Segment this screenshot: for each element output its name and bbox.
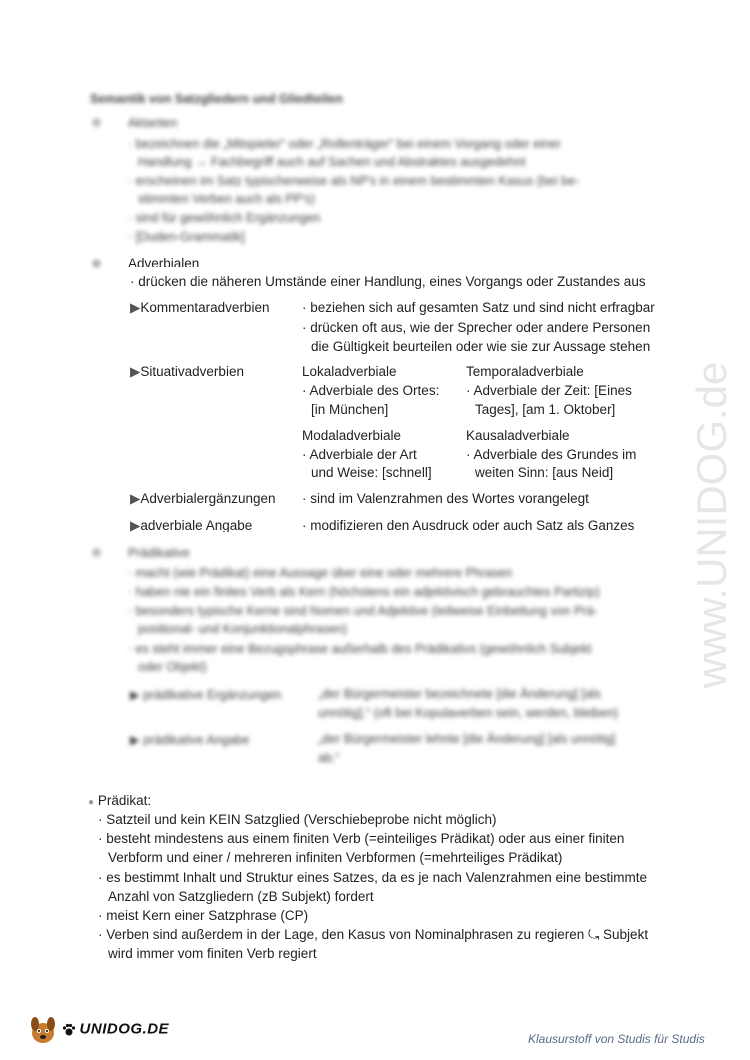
page-heading: Semantik von Satzgliedern und Gliedteilen (90, 92, 343, 106)
aktanten-line: stimmten Verben auch als PP's) (138, 192, 315, 206)
praedikative-bullet (92, 548, 101, 557)
kommentaradverbien-label: ▶Kommentaradverbien (130, 300, 270, 315)
logo-text: UNIDOG.DE (79, 1020, 170, 1038)
aktanten-line: · [Duden-Grammatik] (128, 230, 245, 244)
praedikative-ergaenzungen-example: unnötig].“ (oft bei Kopulaverben sein, werden, bleiben) (318, 706, 619, 720)
praedikat-line: Anzahl von Satzgliedern (zB Subjekt) fordert (108, 889, 374, 904)
lokal-line: [in München] (311, 402, 389, 417)
aktanten-bullet (92, 118, 101, 127)
dog-mascot-icon (26, 1013, 60, 1047)
aktanten-line: · erscheinen im Satz typischerweise als NP's in einem bestimmten Kasus (bei be- (128, 174, 580, 188)
lokal-line: · Adverbiale des Ortes: (302, 383, 440, 398)
kommentar-line: die Gültigkeit beurteilen oder wie sie zur Aussage stehen (311, 339, 651, 354)
aktanten-line: Handlung → Fachbegriff auch auf Sachen und Abstraktes ausgedehnt (138, 155, 526, 169)
kausal-line: · Adverbiale des Grundes im (466, 447, 637, 462)
triangle-bullet-icon: ▶ (130, 300, 141, 315)
temporal-line: · Adverbiale der Zeit: [Eines (466, 383, 632, 398)
praedikative-angabe-example: „der Bürgermeister lehnte [die Änderung] [als unnötig] (318, 732, 616, 746)
kommentar-line: · beziehen sich auf gesamten Satz und sind nicht erfragbar (302, 300, 655, 315)
aktanten-line: · bezeichnen die „Mitspieler“ oder „Rollenträger“ bei einem Vorgang oder einer (128, 137, 561, 151)
triangle-bullet-icon: ▶ (130, 518, 141, 532)
praedikative-line: positional- und Konjunktionalphrasen) (138, 622, 348, 636)
watermark (660, 290, 750, 760)
adverbiale-angabe-label: ▶adverbiale Angabe (130, 518, 253, 532)
adverbialen-title: Adverbialen (128, 256, 200, 267)
praedikative-line: · es steht immer eine Bezugsphrase außerhalb des Prädikativs (gewöhnlich Subjekt (128, 642, 592, 656)
temporal-title: Temporaladverbiale (466, 364, 584, 379)
kausal-title: Kausaladverbiale (466, 428, 570, 443)
praedikative-line: · haben nie ein finites Verb als Kern (höchstens ein adjektivisch gebrauchtes Partizip) (128, 585, 600, 599)
praedikative-ergaenzungen-example: „der Bürgermeister bezeichnete [die Änderung] [als (318, 687, 601, 701)
modal-line: und Weise: [schnell] (311, 465, 432, 480)
angabe-text: · modifizieren den Ausdruck oder auch Satz als Ganzes (302, 518, 635, 532)
adverbialergaenzungen-label: ▶Adverbialergänzungen (130, 491, 276, 506)
situativadverbien-label: ▶Situativadverbien (130, 364, 244, 379)
kommentar-line: · drücken oft aus, wie der Sprecher oder andere Personen (302, 320, 651, 335)
modal-line: · Adverbiale der Art (302, 447, 417, 462)
aktanten-title: Aktanten (128, 116, 178, 130)
praedikative-line: oder Objekt) (138, 660, 207, 674)
footer-tagline: Klausurstoff von Studis für Studis (528, 1032, 705, 1046)
kausal-line: weiten Sinn: [aus Neid] (475, 465, 614, 480)
praedikative-angabe-example: ab.“ (318, 751, 340, 765)
praedikative-title: Prädikative (128, 546, 190, 560)
triangle-bullet-icon: ▶ (130, 491, 141, 506)
bullet-icon: ● (88, 797, 95, 808)
lokal-title: Lokaladverbiale (302, 364, 397, 379)
triangle-bullet-icon: ▶ (130, 364, 141, 379)
praedikative-line: · macht (wie Prädikat) eine Aussage über eine oder mehrere Phrasen (128, 566, 513, 580)
praedikat-line: · meist Kern einer Satzphrase (CP) (98, 908, 309, 923)
praedikat-line: wird immer vom finiten Verb regiert (108, 946, 317, 961)
praedikat-title: ● Prädikat: (88, 793, 152, 808)
praedikat-line: Verbform und einer / mehreren infiniten Verbformen (=mehrteiliges Prädikat) (108, 850, 563, 865)
praedikative-ergaenzungen-label: ▶ prädikative Ergänzungen (130, 688, 282, 702)
aktanten-line: · sind für gewöhnlich Ergänzungen (128, 211, 321, 225)
praedikat-line: · Satzteil und kein KEIN Satzglied (Verschiebeprobe nicht möglich) (98, 812, 497, 827)
adverbialen-desc: · drücken die näheren Umstände einer Handlung, eines Vorgangs oder Zustandes aus (130, 274, 646, 289)
praedikat-line: · Verben sind außerdem in der Lage, den Kasus von Nominalphrasen zu regieren ⤿ Subjekt (98, 927, 649, 942)
unidog-logo (26, 1013, 169, 1047)
praedikative-line: · besonders typische Kerne sind Nomen und Adjektive (teilweise Einbettung von Prä- (128, 604, 598, 618)
temporal-line: Tages], [am 1. Oktober] (475, 402, 616, 417)
praedikative-angabe-label: ▶ prädikative Angabe (130, 733, 250, 747)
praedikat-line: · es bestimmt Inhalt und Struktur eines Satzes, da es je nach Valenzrahmen eine bestimmte (98, 870, 648, 885)
praedikat-line: · besteht mindestens aus einem finiten Verb (=einteiliges Prädikat) oder aus einer finiten (98, 831, 625, 846)
ergaenzungen-text: · sind im Valenzrahmen des Wortes vorangelegt (302, 491, 589, 506)
modal-title: Modaladverbiale (302, 428, 402, 443)
paw-icon (62, 1023, 76, 1037)
watermark-text: www.UNIDOG.de (688, 361, 736, 689)
adverbialen-bullet (92, 259, 101, 268)
